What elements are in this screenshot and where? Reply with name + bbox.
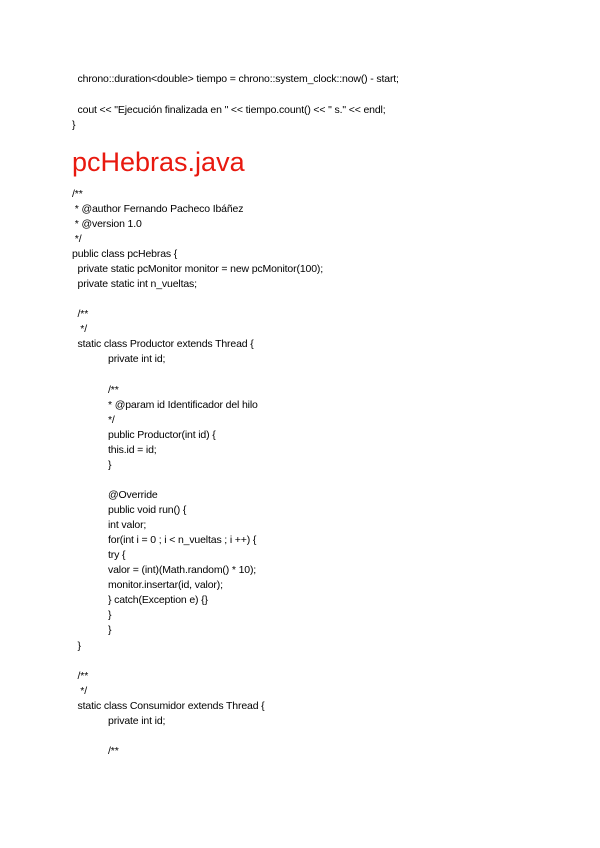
code-line: */	[72, 323, 88, 335]
code-line: /**	[72, 308, 89, 320]
code-line: cout << "Ejecución finalizada en " << tiempo.count() << " s." << endl;	[72, 104, 386, 116]
code-line: private int id;	[108, 715, 166, 727]
code-line: int valor;	[108, 519, 147, 531]
code-line: public Productor(int id) {	[108, 429, 216, 441]
code-line: private static pcMonitor monitor = new pcMonitor(100);	[72, 263, 323, 275]
code-line: /**	[72, 188, 83, 200]
code-line: valor = (int)(Math.random() * 10);	[108, 564, 257, 576]
code-line: * @author Fernando Pacheco Ibáñez	[72, 203, 244, 215]
code-line: private static int n_vueltas;	[72, 278, 197, 290]
code-line: }	[72, 119, 76, 131]
code-line: chrono::duration<double> tiempo = chrono::system_clock::now() - start;	[72, 73, 399, 85]
code-line: }	[72, 640, 81, 652]
code-line: monitor.insertar(id, valor);	[108, 579, 223, 591]
code-line: /**	[72, 670, 89, 682]
code-line: */	[108, 414, 115, 426]
code-line: @Override	[108, 489, 158, 501]
code-line: /**	[108, 384, 119, 396]
code-line: * @param id Identificador del hilo	[108, 399, 258, 411]
code-line: for(int i = 0 ; i < n_vueltas ; i ++) {	[108, 534, 257, 546]
code-line: private int id;	[108, 353, 166, 365]
code-line: */	[72, 233, 82, 245]
code-line: public void run() {	[108, 504, 187, 516]
code-line: }	[108, 459, 112, 471]
code-line: /**	[108, 745, 119, 757]
code-line: */	[72, 685, 88, 697]
code-line: } catch(Exception e) {}	[108, 594, 208, 606]
section-title: pcHebras.java	[72, 147, 245, 177]
code-line: static class Productor extends Thread {	[72, 338, 254, 350]
code-line: public class pcHebras {	[72, 248, 178, 260]
code-line: static class Consumidor extends Thread {	[72, 700, 265, 712]
code-line: * @version 1.0	[72, 218, 142, 230]
code-line: }	[108, 624, 112, 636]
code-line: }	[108, 609, 112, 621]
code-line: this.id = id;	[108, 444, 157, 456]
code-line: try {	[108, 549, 126, 561]
